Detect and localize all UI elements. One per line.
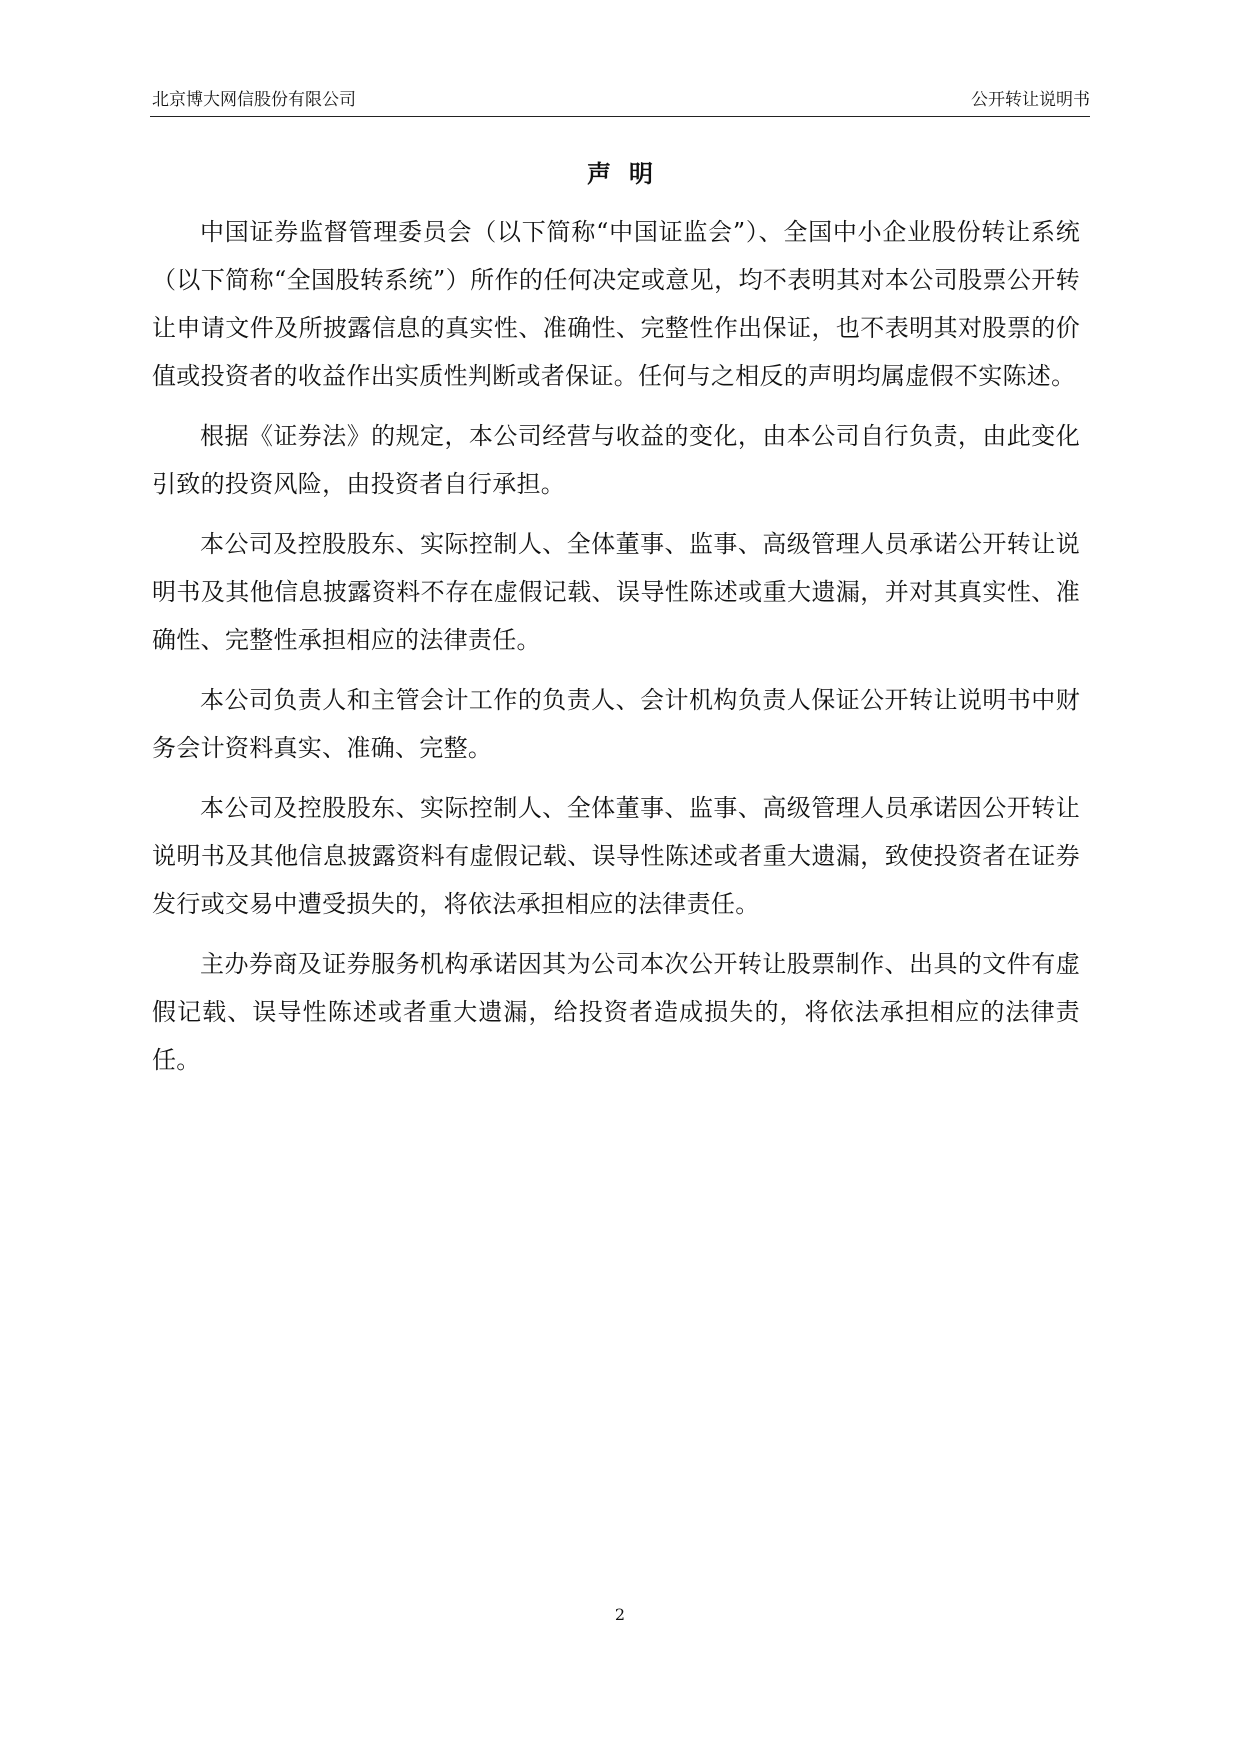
header-divider	[150, 116, 1090, 117]
paragraph-liability-commitment: 本公司及控股股东、实际控制人、全体董事、监事、高级管理人员承诺因公开转让说明书及其他信息披露资料有虚假记载、误导性陈述或者重大遗漏，致使投资者在证券发行或交易中遭受损失的，将依法承担相应的法律责任。	[152, 794, 1080, 918]
paragraph-regulatory-disclaimer: 中国证券监督管理委员会（以下简称“中国证监会”）、全国中小企业股份转让系统（以下简称“全国股转系统”）所作的任何决定或意见，均不表明其对本公司股票公开转让申请文件及所披露信息的真实性、准确性、完整性作出保证，也不表明其对股票的价值或投资者的收益作出实质性判断或者保证。任何与之相反的声明均属虚假不实陈述。	[152, 218, 1080, 390]
statement-body	[152, 208, 1080, 1096]
page-number: 2	[614, 1605, 626, 1624]
header-document-title: 公开转让说明书	[971, 90, 1090, 110]
paragraph-management-commitment: 本公司及控股股东、实际控制人、全体董事、监事、高级管理人员承诺公开转让说明书及其他信息披露资料不存在虚假记载、误导性陈述或重大遗漏，并对其真实性、准确性、完整性承担相应的法律责任。	[152, 530, 1080, 654]
paragraph-financial-guarantee: 本公司负责人和主管会计工作的负责人、会计机构负责人保证公开转让说明书中财务会计资料真实、准确、完整。	[152, 686, 1080, 762]
header-company-name: 北京博大网信股份有限公司	[152, 90, 356, 110]
paragraph-investment-risk: 根据《证券法》的规定，本公司经营与收益的变化，由本公司自行负责，由此变化引致的投资风险，由投资者自行承担。	[152, 422, 1080, 498]
page-header	[150, 86, 1090, 114]
page-title: 声明	[587, 160, 671, 188]
paragraph-broker-commitment: 主办券商及证券服务机构承诺因其为公司本次公开转让股票制作、出具的文件有虚假记载、误导性陈述或者重大遗漏，给投资者造成损失的，将依法承担相应的法律责任。	[152, 950, 1080, 1074]
